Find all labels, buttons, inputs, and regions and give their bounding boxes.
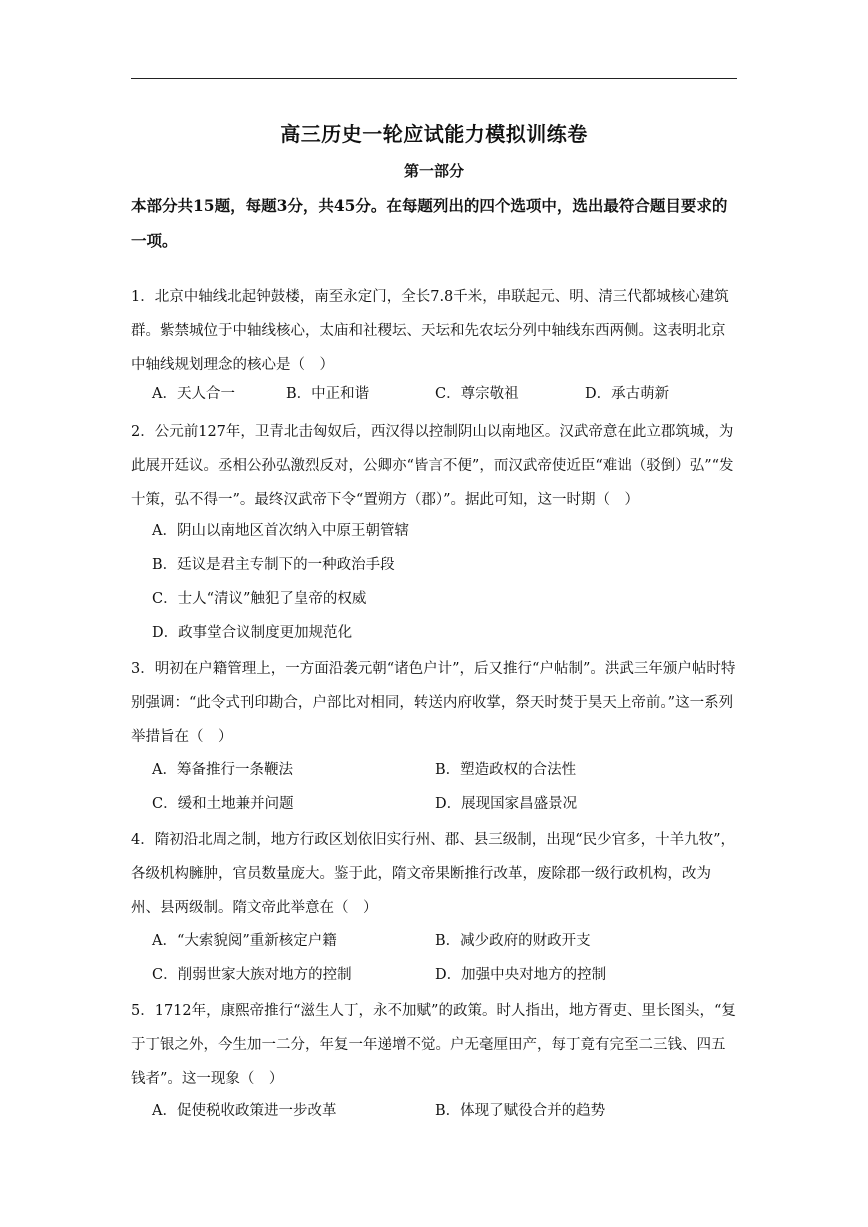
section-instructions: 本部分共15题，每题3分，共45分。在每题列出的四个选项中，选出最符合题目要求的一项。	[131, 196, 728, 250]
question-2-option-c[interactable]: C．士人“清议”触犯了皇帝的权威	[152, 591, 367, 607]
header-rule	[131, 78, 737, 79]
question-3-text: 3．明初在户籍管理上，一方面沿袭元朝“诸色户计”，后又推行“户帖制”。洪武三年颁户帖时特别强调：“此令式刊印勘合，户部比对相同，转送内府收掌，祭天时焚于昊天上帝前。”这一系列举措旨在（ ）	[131, 661, 736, 745]
page-title: 高三历史一轮应试能力模拟训练卷	[280, 122, 588, 146]
question-2-text: 2．公元前127年，卫青北击匈奴后，西汉得以控制阴山以南地区。汉武帝意在此立郡筑城，为此展开廷议。丞相公孙弘激烈反对，公卿亦“皆言不便”，而汉武帝使近臣“难诎（驳倒）弘”“发十策，弘不得一”。最终汉武帝下令“置朔方（郡）”。据此可知，这一时期（ ）	[131, 424, 734, 508]
question-4-option-d[interactable]: D．加强中央对地方的控制	[435, 967, 607, 983]
question-3-option-a[interactable]: A．筹备推行一条鞭法	[152, 762, 293, 778]
question-2-option-a[interactable]: A．阴山以南地区首次纳入中原王朝管辖	[152, 523, 409, 539]
question-1-option-d[interactable]: D．承古萌新	[585, 386, 670, 402]
question-5-option-a[interactable]: A．促使税收政策进一步改革	[152, 1103, 337, 1119]
question-3-option-d[interactable]: D．展现国家昌盛景况	[435, 796, 578, 812]
question-4-text: 4．隋初沿北周之制，地方行政区划依旧实行州、郡、县三级制，出现“民少官多，十羊九牧”，各级机构臃肿，官员数量庞大。鉴于此，隋文帝果断推行改革，废除郡一级行政机构，改为州、县两级制。隋文帝此举意在（ ）	[131, 832, 736, 916]
question-5-text: 5．1712年，康熙帝推行“滋生人丁，永不加赋”的政策。时人指出，地方胥吏、里长图头，“复于丁银之外，今生加一二分，年复一年递增不觉。户无毫厘田产，每丁竟有完至二三钱、四五钱者”。这一现象（ ）	[131, 1003, 736, 1087]
question-5-option-b[interactable]: B．体现了赋役合并的趋势	[435, 1103, 606, 1119]
question-1-text: 1．北京中轴线北起钟鼓楼，南至永定门，全长7.8千米，串联起元、明、清三代都城核心建筑群。紫禁城位于中轴线核心，太庙和社稷坛、天坛和先农坛分列中轴线东西两侧。这表明北京中轴线规划理念的核心是（ ）	[131, 289, 729, 373]
question-4-option-a[interactable]: A．“大索貌阅”重新核定户籍	[152, 933, 337, 949]
question-4-option-b[interactable]: B．减少政府的财政开支	[435, 933, 591, 949]
question-2-option-d[interactable]: D．政事堂合议制度更加规范化	[152, 625, 353, 641]
question-1-option-b[interactable]: B．中正和谐	[286, 386, 370, 402]
question-4-option-c[interactable]: C．削弱世家大族对地方的控制	[152, 967, 352, 983]
question-1-option-c[interactable]: C．尊宗敬祖	[435, 386, 519, 402]
question-1-option-a[interactable]: A．天人合一	[152, 386, 235, 402]
question-3-option-c[interactable]: C．缓和土地兼并问题	[152, 796, 294, 812]
question-2-option-b[interactable]: B．廷议是君主专制下的一种政治手段	[152, 557, 395, 573]
question-3-option-b[interactable]: B．塑造政权的合法性	[435, 762, 577, 778]
section-title: 第一部分	[403, 162, 464, 180]
